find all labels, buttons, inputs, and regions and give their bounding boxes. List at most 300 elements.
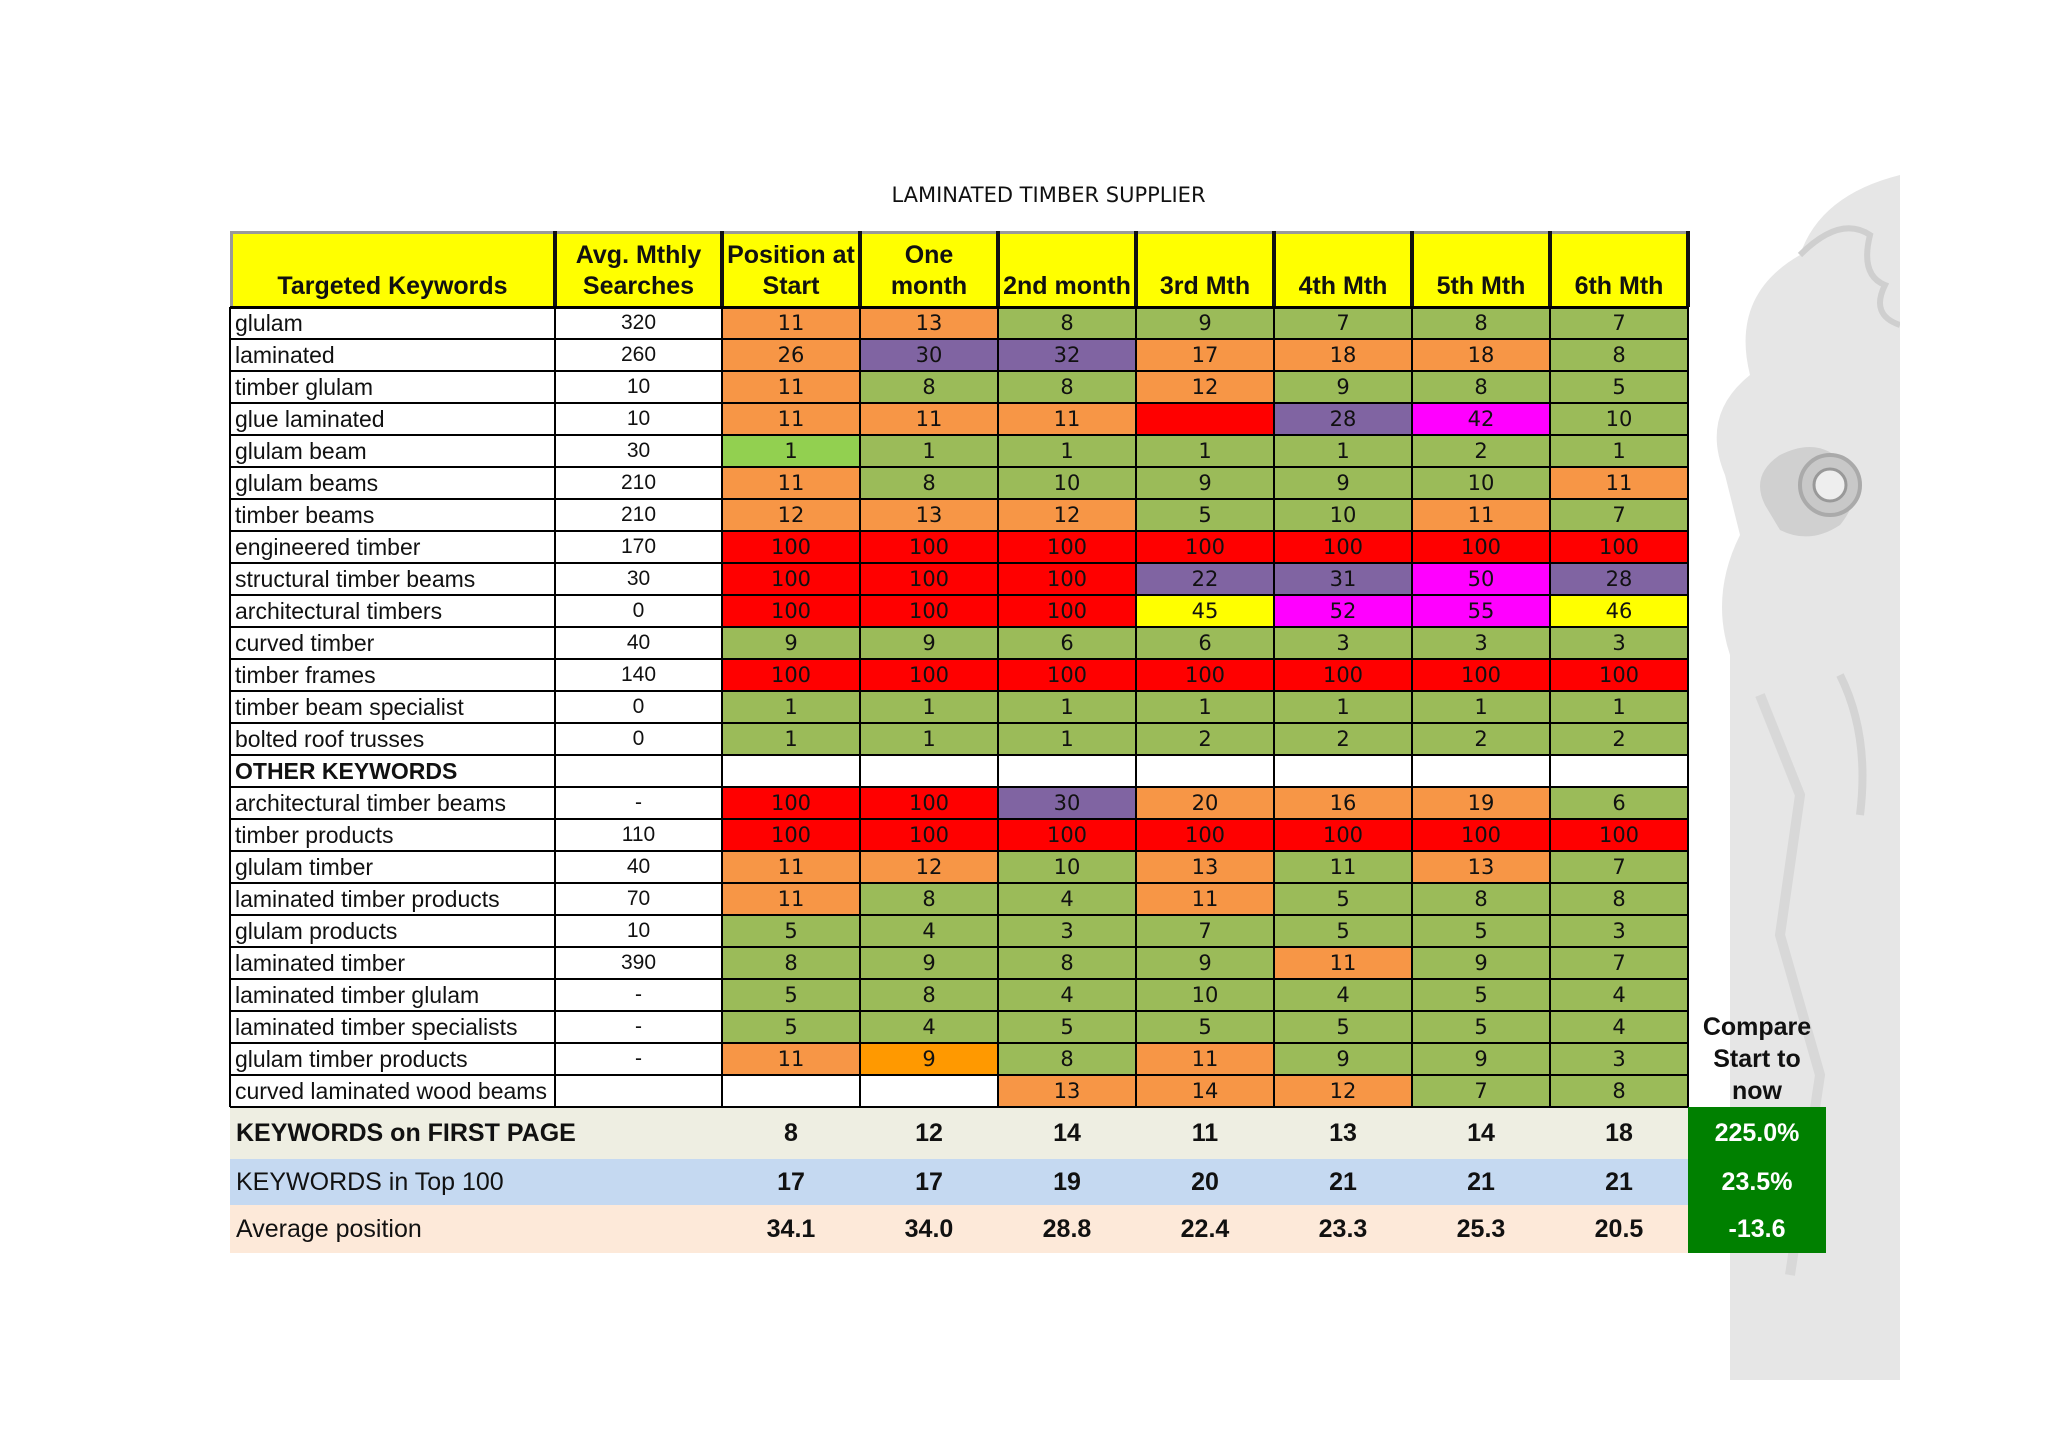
rank-cell: 2 — [1412, 435, 1550, 467]
rank-cell: 100 — [722, 787, 860, 819]
rank-cell: 13 — [1412, 851, 1550, 883]
summary-value: 28.8 — [998, 1205, 1136, 1253]
searches-cell: 70 — [555, 883, 722, 915]
rank-cell: 100 — [860, 787, 998, 819]
grid-line — [230, 978, 1688, 980]
rank-cell: 11 — [998, 403, 1136, 435]
summary-value: 25.3 — [1412, 1205, 1550, 1253]
compare-header — [1688, 1011, 1826, 1107]
grid-line — [230, 786, 1688, 788]
rank-cell: 8 — [1550, 339, 1688, 371]
summary-value: 17 — [722, 1159, 860, 1205]
rank-cell: 1 — [1550, 435, 1688, 467]
grid-line — [997, 307, 999, 1107]
header-line: Start — [762, 272, 820, 300]
rank-cell: 8 — [1550, 883, 1688, 915]
header-keywords: Targeted Keywords — [230, 231, 555, 307]
grid-line — [230, 402, 1688, 404]
rank-cell: 19 — [1412, 787, 1550, 819]
rank-cell: 100 — [1550, 531, 1688, 563]
grid-line — [1411, 307, 1413, 1107]
rank-cell: 100 — [1274, 659, 1412, 691]
rank-cell: 100 — [1136, 819, 1274, 851]
rank-cell: 5 — [1274, 915, 1412, 947]
grid-line — [721, 307, 723, 1107]
summary-value: 18 — [1550, 1107, 1688, 1159]
grid-line — [230, 658, 1688, 660]
rank-cell: 8 — [860, 467, 998, 499]
summary-value: 22.4 — [1136, 1205, 1274, 1253]
searches-cell: 210 — [555, 467, 722, 499]
searches-cell: 30 — [555, 563, 722, 595]
rank-cell: 5 — [1412, 1011, 1550, 1043]
grid-line — [230, 231, 233, 307]
rank-cell: 1 — [1274, 435, 1412, 467]
rank-cell: 1 — [998, 691, 1136, 723]
grid-line — [1687, 307, 1689, 1107]
header-line: Compare — [1702, 1013, 1812, 1041]
rank-cell: 1 — [722, 723, 860, 755]
searches-cell: 390 — [555, 947, 722, 979]
searches-cell: 40 — [555, 851, 722, 883]
searches-cell: 0 — [555, 691, 722, 723]
keyword-cell: timber frames — [230, 659, 555, 691]
rank-cell: 8 — [860, 371, 998, 403]
rank-cell: 13 — [1136, 851, 1274, 883]
rank-cell: 28 — [1550, 563, 1688, 595]
rank-cell: 12 — [860, 851, 998, 883]
rank-cell: 100 — [860, 659, 998, 691]
header-line: now — [1732, 1077, 1782, 1105]
rank-cell: 1 — [998, 723, 1136, 755]
rank-cell: 2 — [1412, 723, 1550, 755]
grid-line — [230, 1106, 1688, 1108]
header-line: 5th Mth — [1436, 272, 1526, 300]
rank-cell: 100 — [722, 819, 860, 851]
searches-cell: 0 — [555, 723, 722, 755]
summary-value: 8 — [722, 1107, 860, 1159]
grid-line — [230, 914, 1688, 916]
rank-cell: 9 — [1274, 371, 1412, 403]
keyword-cell: glulam timber products — [230, 1043, 555, 1075]
keyword-cell: glulam — [230, 307, 555, 339]
summary-value: 17 — [860, 1159, 998, 1205]
searches-cell: - — [555, 1043, 722, 1075]
rank-cell: 11 — [1274, 947, 1412, 979]
header-line: 2nd month — [1003, 272, 1131, 300]
rank-cell: 100 — [1274, 819, 1412, 851]
rank-cell: 11 — [1274, 851, 1412, 883]
rank-cell: 7 — [1550, 499, 1688, 531]
rank-cell: 100 — [998, 659, 1136, 691]
rank-cell: 1 — [722, 435, 860, 467]
rank-cell — [1274, 755, 1412, 787]
rank-cell: 100 — [722, 595, 860, 627]
keyword-cell: laminated — [230, 339, 555, 371]
rank-cell: 12 — [1136, 371, 1274, 403]
rank-cell: 45 — [1136, 595, 1274, 627]
searches-cell: 210 — [555, 499, 722, 531]
rank-cell: 8 — [860, 883, 998, 915]
rank-cell: 100 — [722, 563, 860, 595]
rank-cell: 12 — [1274, 1075, 1412, 1107]
rank-cell: 7 — [1412, 1075, 1550, 1107]
grid-line — [1134, 231, 1138, 307]
rank-cell: 1 — [998, 435, 1136, 467]
rank-cell: 100 — [1136, 659, 1274, 691]
rank-cell: 8 — [1412, 371, 1550, 403]
summary-value: 14 — [1412, 1107, 1550, 1159]
searches-cell: 0 — [555, 595, 722, 627]
rank-cell: 11 — [860, 403, 998, 435]
keyword-cell: architectural timber beams — [230, 787, 555, 819]
grid-line — [230, 466, 1688, 468]
rank-cell: 100 — [998, 595, 1136, 627]
rank-cell: 100 — [1550, 819, 1688, 851]
searches-cell — [555, 755, 722, 787]
rank-cell: 5 — [1274, 883, 1412, 915]
rank-cell: 10 — [1274, 499, 1412, 531]
rank-cell: 4 — [1550, 1011, 1688, 1043]
grid-line — [554, 307, 556, 1107]
summary-value: 20 — [1136, 1159, 1274, 1205]
grid-line — [1686, 231, 1690, 307]
rank-cell: 1 — [860, 435, 998, 467]
rank-cell: 16 — [1274, 787, 1412, 819]
summary-value: 23.3 — [1274, 1205, 1412, 1253]
header-period — [722, 231, 860, 307]
rank-cell: 5 — [1136, 1011, 1274, 1043]
rank-cell: 100 — [1550, 659, 1688, 691]
keyword-cell: timber glulam — [230, 371, 555, 403]
rank-cell: 10 — [998, 467, 1136, 499]
rank-cell: 6 — [1550, 787, 1688, 819]
rank-cell: 1 — [722, 691, 860, 723]
rank-cell — [998, 755, 1136, 787]
grid-line — [858, 231, 862, 307]
rank-cell: 3 — [1274, 627, 1412, 659]
rank-cell: 11 — [722, 851, 860, 883]
keyword-cell: engineered timber — [230, 531, 555, 563]
grid-line — [230, 530, 1688, 532]
rank-cell: 5 — [1274, 1011, 1412, 1043]
summary-value: 20.5 — [1550, 1205, 1688, 1253]
rank-cell: 30 — [860, 339, 998, 371]
rank-cell: 1 — [1136, 691, 1274, 723]
header-period — [860, 231, 998, 307]
searches-cell: - — [555, 1011, 722, 1043]
header-line: 3rd Mth — [1159, 272, 1251, 300]
searches-cell: 40 — [555, 627, 722, 659]
summary-label: KEYWORDS on FIRST PAGE — [230, 1107, 722, 1159]
rank-cell: 4 — [998, 883, 1136, 915]
searches-cell: 170 — [555, 531, 722, 563]
rank-cell: 11 — [1550, 467, 1688, 499]
keyword-cell: timber beams — [230, 499, 555, 531]
grid-line — [230, 231, 1688, 234]
rank-cell: 7 — [1274, 307, 1412, 339]
keyword-cell: timber beam specialist — [230, 691, 555, 723]
rank-cell: 9 — [1274, 467, 1412, 499]
summary-value: 21 — [1274, 1159, 1412, 1205]
rank-cell: 3 — [998, 915, 1136, 947]
searches-cell: 140 — [555, 659, 722, 691]
compare-value: -13.6 — [1688, 1205, 1826, 1253]
rank-cell: 100 — [860, 595, 998, 627]
rank-cell — [1550, 755, 1688, 787]
rank-cell: 8 — [998, 947, 1136, 979]
rank-cell: 13 — [860, 499, 998, 531]
rank-cell: 13 — [860, 307, 998, 339]
rank-cell: 11 — [1136, 883, 1274, 915]
summary-value: 13 — [1274, 1107, 1412, 1159]
grid-line — [230, 850, 1688, 852]
grid-line — [1549, 307, 1551, 1107]
rank-cell: 7 — [1550, 947, 1688, 979]
rank-cell: 42 — [1412, 403, 1550, 435]
searches-cell: 10 — [555, 915, 722, 947]
rank-cell: 4 — [860, 915, 998, 947]
header-period — [1412, 231, 1550, 307]
header-line: Avg. Mthly — [575, 241, 702, 269]
keyword-cell: architectural timbers — [230, 595, 555, 627]
keyword-cell: laminated timber products — [230, 883, 555, 915]
rank-cell: 100 — [1412, 659, 1550, 691]
rank-cell: 100 — [1412, 819, 1550, 851]
rank-cell: 9 — [1274, 1043, 1412, 1075]
grid-line — [230, 946, 1688, 948]
rank-cell — [860, 1075, 998, 1107]
rank-cell — [1136, 403, 1274, 435]
header-line: One — [904, 241, 954, 269]
grid-line — [230, 370, 1688, 372]
rank-cell — [722, 1075, 860, 1107]
header-period — [1136, 231, 1274, 307]
rank-cell: 1 — [1412, 691, 1550, 723]
summary-label: KEYWORDS in Top 100 — [230, 1159, 722, 1205]
grid-line — [230, 1042, 1688, 1044]
rank-cell: 9 — [860, 947, 998, 979]
rank-cell: 8 — [1412, 883, 1550, 915]
rank-cell: 11 — [722, 403, 860, 435]
grid-line — [1135, 307, 1137, 1107]
rank-cell: 5 — [1550, 371, 1688, 403]
keyword-cell: glue laminated — [230, 403, 555, 435]
rank-cell: 7 — [1550, 851, 1688, 883]
summary-value: 11 — [1136, 1107, 1274, 1159]
searches-cell: 10 — [555, 403, 722, 435]
rank-cell: 6 — [998, 627, 1136, 659]
header-line: Searches — [582, 272, 695, 300]
rank-cell: 8 — [722, 947, 860, 979]
rank-cell: 9 — [1136, 947, 1274, 979]
grid-line — [229, 307, 231, 1107]
summary-value: 21 — [1412, 1159, 1550, 1205]
rank-cell: 5 — [722, 979, 860, 1011]
grid-line — [230, 818, 1688, 820]
rank-cell: 3 — [1412, 627, 1550, 659]
rank-cell: 8 — [860, 979, 998, 1011]
grid-line — [230, 338, 1688, 340]
grid-line — [553, 231, 557, 307]
rank-cell: 11 — [722, 467, 860, 499]
rank-cell: 8 — [998, 371, 1136, 403]
rank-cell: 1 — [1274, 691, 1412, 723]
rank-cell: 9 — [1412, 1043, 1550, 1075]
rank-cell: 20 — [1136, 787, 1274, 819]
rank-cell: 11 — [722, 371, 860, 403]
rank-cell: 100 — [722, 659, 860, 691]
rank-cell: 1 — [860, 723, 998, 755]
rank-cell: 7 — [1136, 915, 1274, 947]
rank-cell: 10 — [998, 851, 1136, 883]
rank-cell: 11 — [722, 883, 860, 915]
rank-cell: 50 — [1412, 563, 1550, 595]
keyword-cell: laminated timber specialists — [230, 1011, 555, 1043]
summary-value: 34.1 — [722, 1205, 860, 1253]
header-line: 6th Mth — [1574, 272, 1664, 300]
rank-cell: 5 — [1412, 915, 1550, 947]
rank-cell: 9 — [860, 627, 998, 659]
rank-cell: 52 — [1274, 595, 1412, 627]
rank-cell: 1 — [860, 691, 998, 723]
grid-line — [230, 754, 1688, 756]
rank-cell: 1 — [1136, 435, 1274, 467]
rank-cell: 100 — [998, 819, 1136, 851]
grid-line — [230, 722, 1688, 724]
rank-cell — [860, 755, 998, 787]
rank-cell: 9 — [1412, 947, 1550, 979]
searches-cell: - — [555, 979, 722, 1011]
rank-cell: 7 — [1550, 307, 1688, 339]
grid-line — [1410, 231, 1414, 307]
keyword-cell: glulam beam — [230, 435, 555, 467]
keyword-cell: glulam products — [230, 915, 555, 947]
keyword-cell: OTHER KEYWORDS — [230, 755, 555, 787]
rank-cell: 8 — [1412, 307, 1550, 339]
searches-cell: 260 — [555, 339, 722, 371]
header-line: month — [890, 272, 968, 300]
rank-cell: 100 — [998, 531, 1136, 563]
header-period — [1550, 231, 1688, 307]
grid-line — [859, 307, 861, 1107]
rank-cell: 4 — [1274, 979, 1412, 1011]
rank-cell: 2 — [1274, 723, 1412, 755]
rank-cell: 3 — [1550, 627, 1688, 659]
keyword-cell: glulam timber — [230, 851, 555, 883]
grid-line — [230, 1010, 1688, 1012]
header-period — [1274, 231, 1412, 307]
keyword-cell: curved laminated wood beams — [230, 1075, 555, 1107]
searches-cell: - — [555, 787, 722, 819]
rank-cell: 5 — [722, 1011, 860, 1043]
rank-cell: 12 — [722, 499, 860, 531]
grid-line — [1272, 231, 1276, 307]
rank-cell: 8 — [998, 307, 1136, 339]
grid-line — [1548, 231, 1552, 307]
rank-cell: 26 — [722, 339, 860, 371]
rank-cell: 14 — [1136, 1075, 1274, 1107]
searches-cell — [555, 1075, 722, 1107]
summary-value: 34.0 — [860, 1205, 998, 1253]
searches-cell: 30 — [555, 435, 722, 467]
rank-cell: 11 — [722, 1043, 860, 1075]
rank-cell: 3 — [1550, 1043, 1688, 1075]
rank-cell: 100 — [1412, 531, 1550, 563]
rank-cell: 11 — [1136, 1043, 1274, 1075]
searches-cell: 320 — [555, 307, 722, 339]
rank-cell: 5 — [1136, 499, 1274, 531]
rank-cell: 11 — [1412, 499, 1550, 531]
rank-cell: 100 — [860, 531, 998, 563]
keyword-cell: timber products — [230, 819, 555, 851]
rank-cell: 2 — [1550, 723, 1688, 755]
grid-line — [230, 594, 1688, 596]
keyword-cell: curved timber — [230, 627, 555, 659]
rank-cell: 100 — [1136, 531, 1274, 563]
grid-line — [230, 434, 1688, 436]
header-line: Start to — [1713, 1045, 1801, 1073]
rank-cell: 100 — [1274, 531, 1412, 563]
page-title: LAMINATED TIMBER SUPPLIER — [891, 183, 1206, 207]
rank-cell: 9 — [722, 627, 860, 659]
rank-cell: 18 — [1274, 339, 1412, 371]
rank-cell: 4 — [1550, 979, 1688, 1011]
rank-cell: 10 — [1550, 403, 1688, 435]
rank-cell: 100 — [860, 819, 998, 851]
rank-cell: 22 — [1136, 563, 1274, 595]
rank-cell — [722, 755, 860, 787]
compare-value: 23.5% — [1688, 1159, 1826, 1205]
summary-label: Average position — [230, 1205, 722, 1253]
keyword-cell: laminated timber — [230, 947, 555, 979]
searches-cell: 10 — [555, 371, 722, 403]
rank-cell: 100 — [998, 563, 1136, 595]
header-searches — [555, 231, 722, 307]
rank-cell: 10 — [1136, 979, 1274, 1011]
grid-line — [230, 562, 1688, 564]
rank-cell: 3 — [1550, 915, 1688, 947]
rank-cell: 9 — [860, 1043, 998, 1075]
grid-line — [996, 231, 1000, 307]
rank-cell: 8 — [1550, 1075, 1688, 1107]
summary-value: 14 — [998, 1107, 1136, 1159]
keyword-cell: laminated timber glulam — [230, 979, 555, 1011]
searches-cell: 110 — [555, 819, 722, 851]
compare-value: 225.0% — [1688, 1107, 1826, 1159]
rank-cell: 5 — [722, 915, 860, 947]
rank-cell: 17 — [1136, 339, 1274, 371]
rank-cell: 31 — [1274, 563, 1412, 595]
rank-cell — [1136, 755, 1274, 787]
keyword-cell: bolted roof trusses — [230, 723, 555, 755]
rank-cell: 13 — [998, 1075, 1136, 1107]
rank-cell: 9 — [1136, 467, 1274, 499]
grid-line — [230, 882, 1688, 884]
grid-line — [1273, 307, 1275, 1107]
keyword-cell: glulam beams — [230, 467, 555, 499]
rank-cell: 6 — [1136, 627, 1274, 659]
rank-cell — [1412, 755, 1550, 787]
summary-value: 19 — [998, 1159, 1136, 1205]
grid-line — [230, 626, 1688, 628]
grid-line — [230, 1074, 1688, 1076]
rank-cell: 9 — [1136, 307, 1274, 339]
header-period — [998, 231, 1136, 307]
rank-cell: 10 — [1412, 467, 1550, 499]
rank-cell: 5 — [998, 1011, 1136, 1043]
rank-cell: 1 — [1550, 691, 1688, 723]
